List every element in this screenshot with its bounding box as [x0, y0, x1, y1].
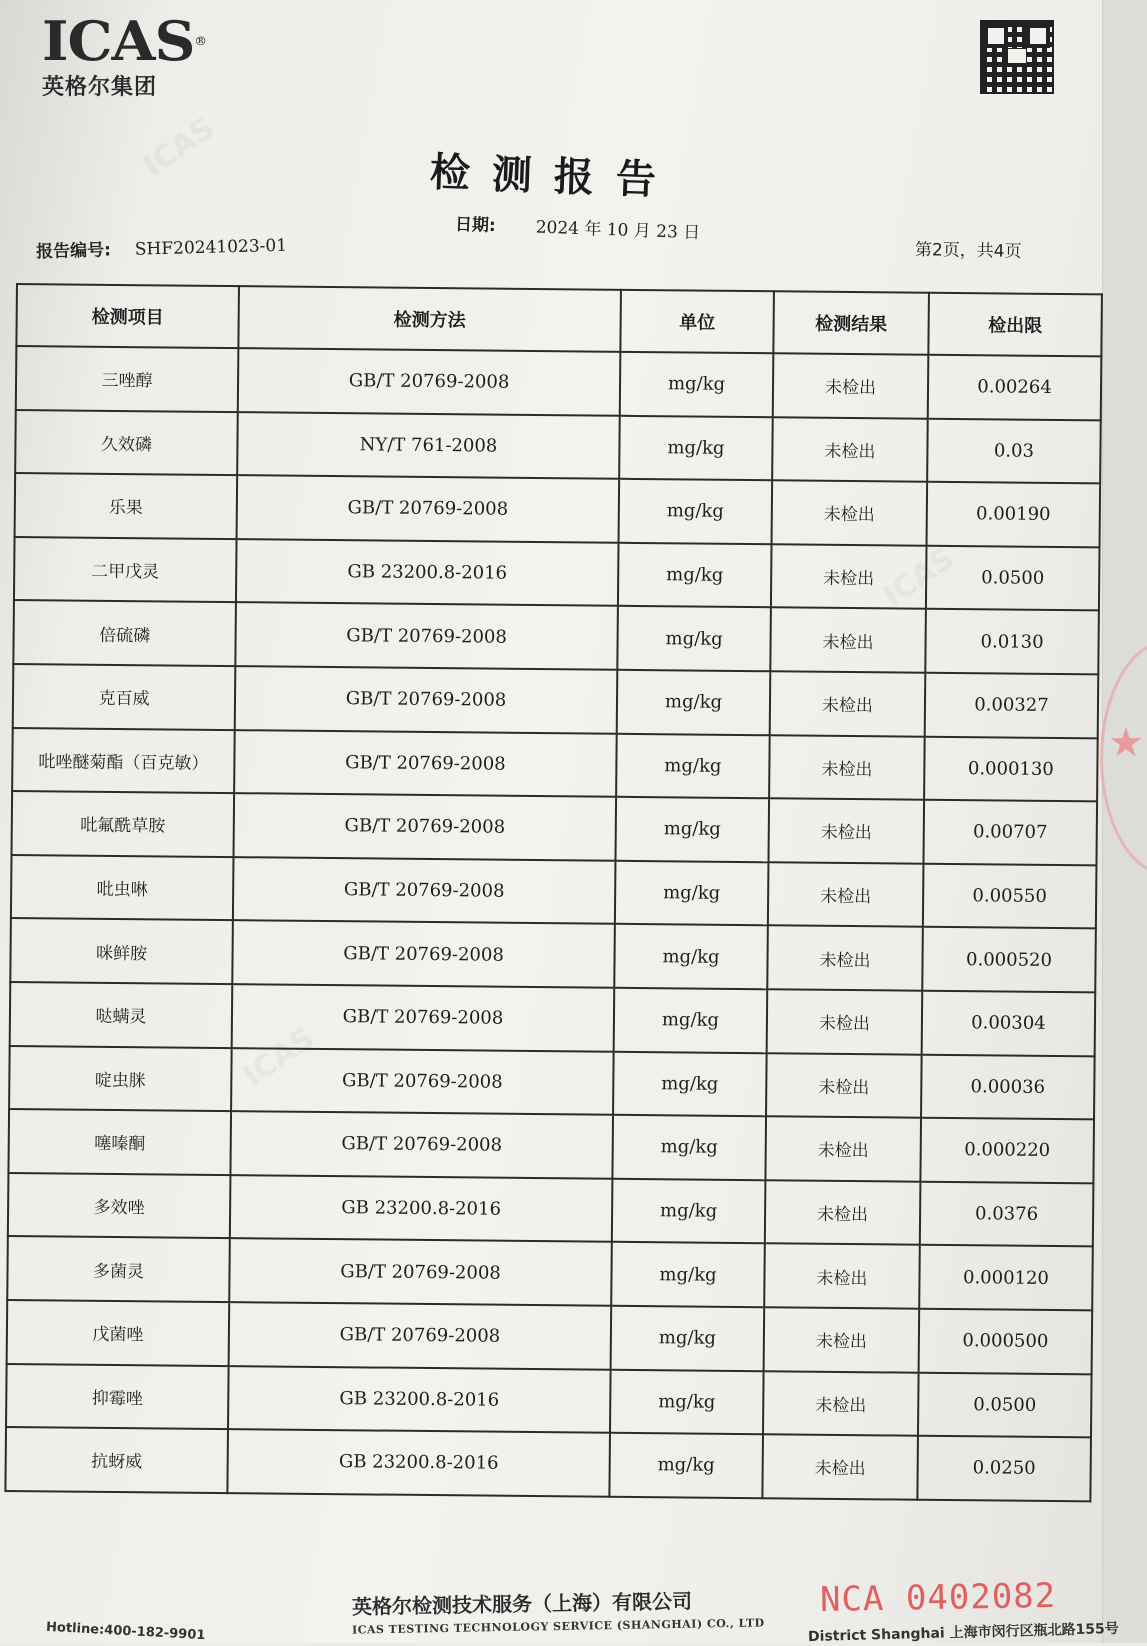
cell-result: 未检出 [768, 798, 924, 863]
cell-result: 未检出 [764, 1244, 920, 1309]
cell-unit: mg/kg [615, 797, 769, 862]
cell-limit: 0.0500 [918, 1372, 1092, 1437]
cell-limit: 0.000130 [924, 736, 1098, 801]
company-logo [42, 9, 206, 101]
table-row [10, 918, 1096, 992]
cell-result: 未检出 [772, 480, 928, 545]
cell-method: GB/T 20769-2008 [235, 603, 618, 670]
cell-item: 啶虫脒 [9, 1046, 232, 1112]
cell-item: 三唑醇 [16, 346, 239, 412]
header-item: 检测项目 [16, 284, 239, 348]
cell-item: 多效唑 [8, 1173, 231, 1239]
cell-unit: mg/kg [610, 1369, 764, 1434]
cell-result: 未检出 [766, 1053, 922, 1118]
table-row [5, 1427, 1091, 1501]
cell-result: 未检出 [767, 926, 923, 991]
cell-item: 吡氟酰草胺 [12, 791, 235, 857]
header-unit: 单位 [620, 290, 774, 353]
cell-item: 吡虫啉 [11, 855, 234, 921]
cell-unit: mg/kg [617, 606, 771, 671]
watermark: ICAS [237, 1020, 321, 1095]
cell-method: GB 23200.8-2016 [230, 1175, 613, 1242]
cell-limit: 0.00707 [923, 800, 1097, 865]
cell-item: 咪鲜胺 [10, 918, 233, 984]
date-label: 日期: [454, 214, 497, 237]
page-info: 第2页，共4页 [914, 240, 1022, 262]
cell-item: 克百威 [13, 664, 236, 730]
cell-result: 未检出 [773, 353, 929, 418]
qr-center [1007, 48, 1027, 64]
header-limit: 检出限 [928, 293, 1102, 357]
table-row [7, 1300, 1093, 1374]
cell-unit: mg/kg [613, 1051, 767, 1116]
company-name-cn: 英格尔检测技术服务（上海）有限公司 [351, 1589, 693, 1619]
report-date [455, 210, 701, 244]
table-row [11, 855, 1097, 929]
cell-limit: 0.0130 [925, 609, 1099, 674]
table-row [8, 1173, 1094, 1247]
company-name-en: ICAS TESTING TECHNOLOGY SERVICE (SHANGHAI) CO., LTD [351, 1616, 765, 1637]
registered-mark: ® [194, 34, 206, 48]
cell-method: GB/T 20769-2008 [233, 857, 616, 924]
cell-unit: mg/kg [620, 352, 774, 417]
cell-item: 多菌灵 [7, 1236, 230, 1302]
table-row [15, 410, 1101, 484]
cell-limit: 0.00190 [927, 482, 1101, 547]
header-result: 检测结果 [773, 291, 929, 354]
cell-result: 未检出 [769, 735, 925, 800]
star-stamp-icon: ★ [1108, 720, 1144, 766]
cell-result: 未检出 [765, 1116, 921, 1181]
cell-result: 未检出 [767, 989, 923, 1054]
cell-method: NY/T 761-2008 [237, 412, 620, 479]
table-body [5, 346, 1101, 1501]
cell-method: GB/T 20769-2008 [234, 793, 617, 860]
cell-method: GB/T 20769-2008 [238, 348, 621, 415]
cell-method: GB/T 20769-2008 [232, 920, 615, 987]
cell-method: GB 23200.8-2016 [236, 539, 619, 606]
table-row [6, 1363, 1092, 1437]
results-table [4, 283, 1103, 1502]
cell-limit: 0.0500 [926, 546, 1100, 611]
nca-code: NCA 0402082 [819, 1575, 1057, 1621]
hotline: Hotline:400-182-9901 [45, 1619, 206, 1644]
date-value: 2024 年 10 月 23 日 [535, 217, 701, 244]
cell-result: 未检出 [762, 1434, 918, 1499]
cell-unit: mg/kg [619, 479, 773, 544]
cell-unit: mg/kg [617, 670, 771, 735]
address: District Shanghai 上海市闵行区瓶北路155号 [807, 1620, 1119, 1646]
table-row [9, 1046, 1095, 1120]
cell-unit: mg/kg [619, 415, 773, 480]
cell-item: 哒螨灵 [10, 982, 233, 1048]
table-row [16, 346, 1102, 420]
cell-method: GB/T 20769-2008 [235, 666, 618, 733]
table-row [8, 1109, 1094, 1183]
cell-method: GB/T 20769-2008 [232, 984, 615, 1051]
results-table-wrap [4, 283, 1101, 1502]
cell-method: GB/T 20769-2008 [229, 1302, 612, 1369]
cell-unit: mg/kg [618, 543, 772, 608]
cell-method: GB/T 20769-2008 [237, 475, 620, 542]
cell-result: 未检出 [768, 862, 924, 927]
cell-limit: 0.000120 [919, 1245, 1093, 1310]
cell-unit: mg/kg [616, 733, 770, 798]
qr-code-icon [980, 20, 1054, 94]
cell-result: 未检出 [770, 671, 926, 736]
watermark: ICAS [137, 110, 221, 185]
logo-cn: 英格尔集团 [42, 75, 158, 100]
cell-limit: 0.00550 [923, 863, 1097, 928]
cell-result: 未检出 [765, 1180, 921, 1245]
cell-item: 噻嗪酮 [8, 1109, 231, 1175]
header-method: 检测方法 [238, 286, 621, 352]
report-number-label: 报告编号: [35, 240, 112, 263]
cell-limit: 0.0376 [920, 1181, 1094, 1246]
cell-limit: 0.03 [927, 418, 1101, 483]
cell-method: GB 23200.8-2016 [227, 1429, 610, 1496]
cell-unit: mg/kg [611, 1306, 765, 1371]
table-row [13, 664, 1099, 738]
cell-method: GB/T 20769-2008 [231, 1048, 614, 1115]
logo-text: ICAS [42, 9, 195, 73]
cell-result: 未检出 [772, 417, 928, 482]
cell-unit: mg/kg [612, 1115, 766, 1180]
cell-method: GB/T 20769-2008 [230, 1111, 613, 1178]
report-number-value: SHF20241023-01 [134, 235, 288, 260]
cell-limit: 0.00304 [922, 991, 1096, 1056]
table-row [14, 537, 1100, 611]
logo-mark [42, 9, 206, 73]
cell-method: GB/T 20769-2008 [229, 1238, 612, 1305]
cell-method: GB 23200.8-2016 [228, 1366, 611, 1433]
cell-limit: 0.000500 [919, 1309, 1093, 1374]
cell-limit: 0.00264 [928, 355, 1102, 420]
cell-result: 未检出 [770, 608, 926, 673]
cell-result: 未检出 [763, 1371, 919, 1436]
cell-item: 抑霉唑 [6, 1363, 229, 1429]
table-row [7, 1236, 1093, 1310]
table-row [15, 473, 1101, 547]
table-header-row [16, 284, 1102, 356]
cell-unit: mg/kg [611, 1242, 765, 1307]
cell-limit: 0.0250 [917, 1436, 1091, 1501]
cell-item: 抗蚜威 [5, 1427, 228, 1493]
cell-item: 戊菌唑 [7, 1300, 230, 1366]
page-title: 检测报告 [429, 149, 679, 205]
cell-item: 倍硫磷 [13, 600, 236, 666]
table-row [13, 600, 1099, 674]
cell-result: 未检出 [771, 544, 927, 609]
table-row [12, 791, 1098, 865]
cell-item: 久效磷 [15, 410, 238, 476]
cell-unit: mg/kg [614, 924, 768, 989]
cell-unit: mg/kg [612, 1178, 766, 1243]
table-row [10, 982, 1096, 1056]
cell-unit: mg/kg [614, 988, 768, 1053]
cell-method: GB/T 20769-2008 [234, 730, 617, 797]
cell-item: 二甲戊灵 [14, 537, 237, 603]
cell-result: 未检出 [764, 1307, 920, 1372]
cell-unit: mg/kg [615, 861, 769, 926]
cell-item: 吡唑醚菊酯（百克敏） [12, 728, 235, 794]
cell-limit: 0.000520 [922, 927, 1096, 992]
cell-limit: 0.00327 [925, 673, 1099, 738]
cell-limit: 0.000220 [920, 1118, 1094, 1183]
watermark: ICAS [877, 540, 961, 615]
cell-limit: 0.00036 [921, 1054, 1095, 1119]
cell-item: 乐果 [15, 473, 238, 539]
cell-unit: mg/kg [609, 1433, 763, 1498]
table-row [12, 728, 1098, 802]
report-number [36, 231, 288, 263]
